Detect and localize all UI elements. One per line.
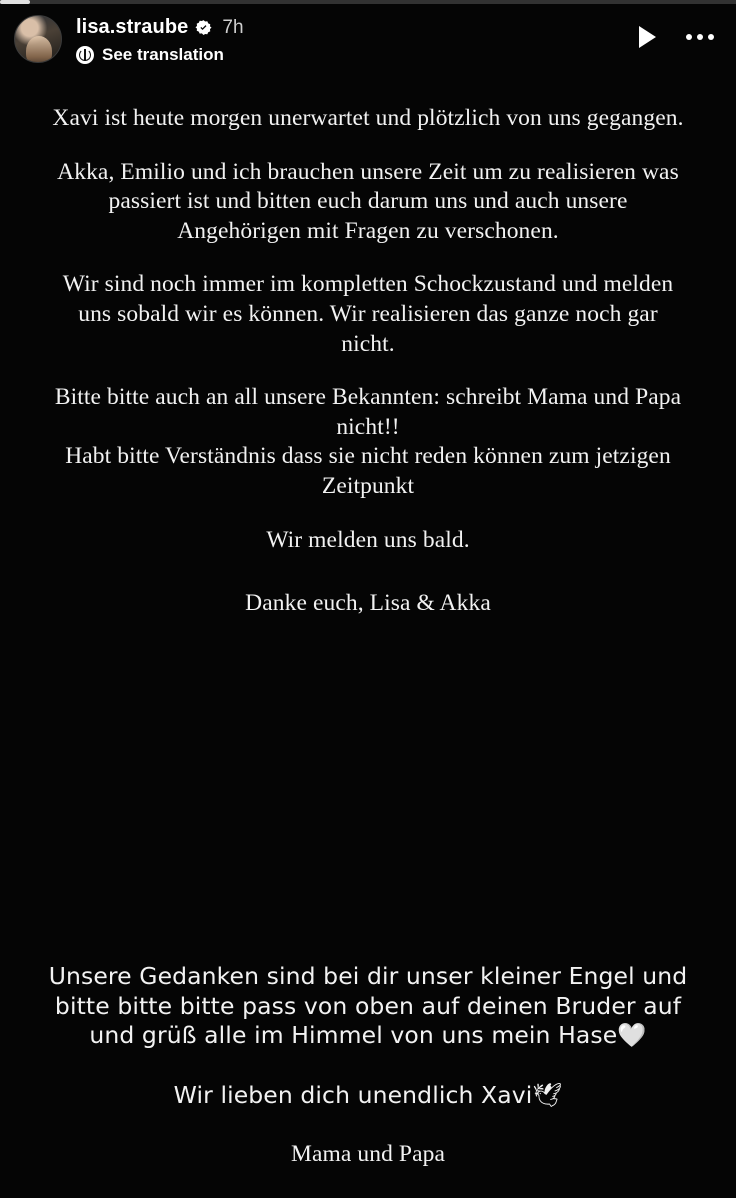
story-progress-track [0, 0, 736, 4]
verified-badge-icon [195, 19, 212, 36]
more-dot [697, 34, 703, 40]
story-paragraph: Unsere Gedanken sind bei dir unser kleiner Engel und bitte bitte bitte pass von oben auf deinen Bruder auf und grüß alle im Himmel von uns mein Hase🤍 [48, 962, 688, 1050]
see-translation-label[interactable]: See translation [102, 45, 224, 64]
story-header [0, 8, 736, 80]
story-timestamp: 7h [222, 16, 244, 38]
translate-icon [76, 46, 94, 64]
story-paragraph: Habt bitte Verständnis dass sie nicht reden können zum jetzigen Zeitpunkt [65, 443, 671, 500]
story-paragraph: Akka, Emilio und ich brauchen unsere Zeit um zu realisieren was passiert ist und bitten euch darum uns und auch unsere Angehörigen mit Fragen zu verschonen. [57, 158, 679, 244]
story-text-block [0, 104, 736, 643]
username-label[interactable]: lisa.straube [76, 16, 189, 38]
story-paragraph: Wir lieben dich unendlich Xavi🕊 [173, 1080, 563, 1109]
see-translation-button[interactable] [76, 45, 244, 65]
story-paragraph: Mama und Papa [290, 1141, 445, 1168]
story-footer-text-block [0, 962, 736, 1170]
more-dot [686, 34, 692, 40]
avatar[interactable] [14, 15, 62, 63]
story-header-text [76, 14, 244, 65]
more-dot [708, 34, 714, 40]
username-row[interactable] [76, 16, 244, 39]
story-paragraph: Wir sind noch immer im kompletten Schockzustand und melden uns sobald wir es können. Wir realisieren das ganze noch gar nicht. [62, 271, 674, 357]
story-paragraph: Danke euch, Lisa & Akka [245, 590, 491, 617]
story-paragraph: Bitte bitte auch an all unsere Bekannten: schreibt Mama und Papa nicht!! [54, 384, 682, 440]
story-paragraph: Wir melden uns bald. [266, 526, 470, 553]
story-header-actions [639, 14, 720, 48]
play-icon[interactable] [639, 26, 656, 48]
more-options-icon[interactable] [686, 34, 714, 40]
story-paragraph: Xavi ist heute morgen unerwartet und plötzlich von uns gegangen. [52, 105, 684, 131]
story-progress-bar [0, 0, 30, 4]
